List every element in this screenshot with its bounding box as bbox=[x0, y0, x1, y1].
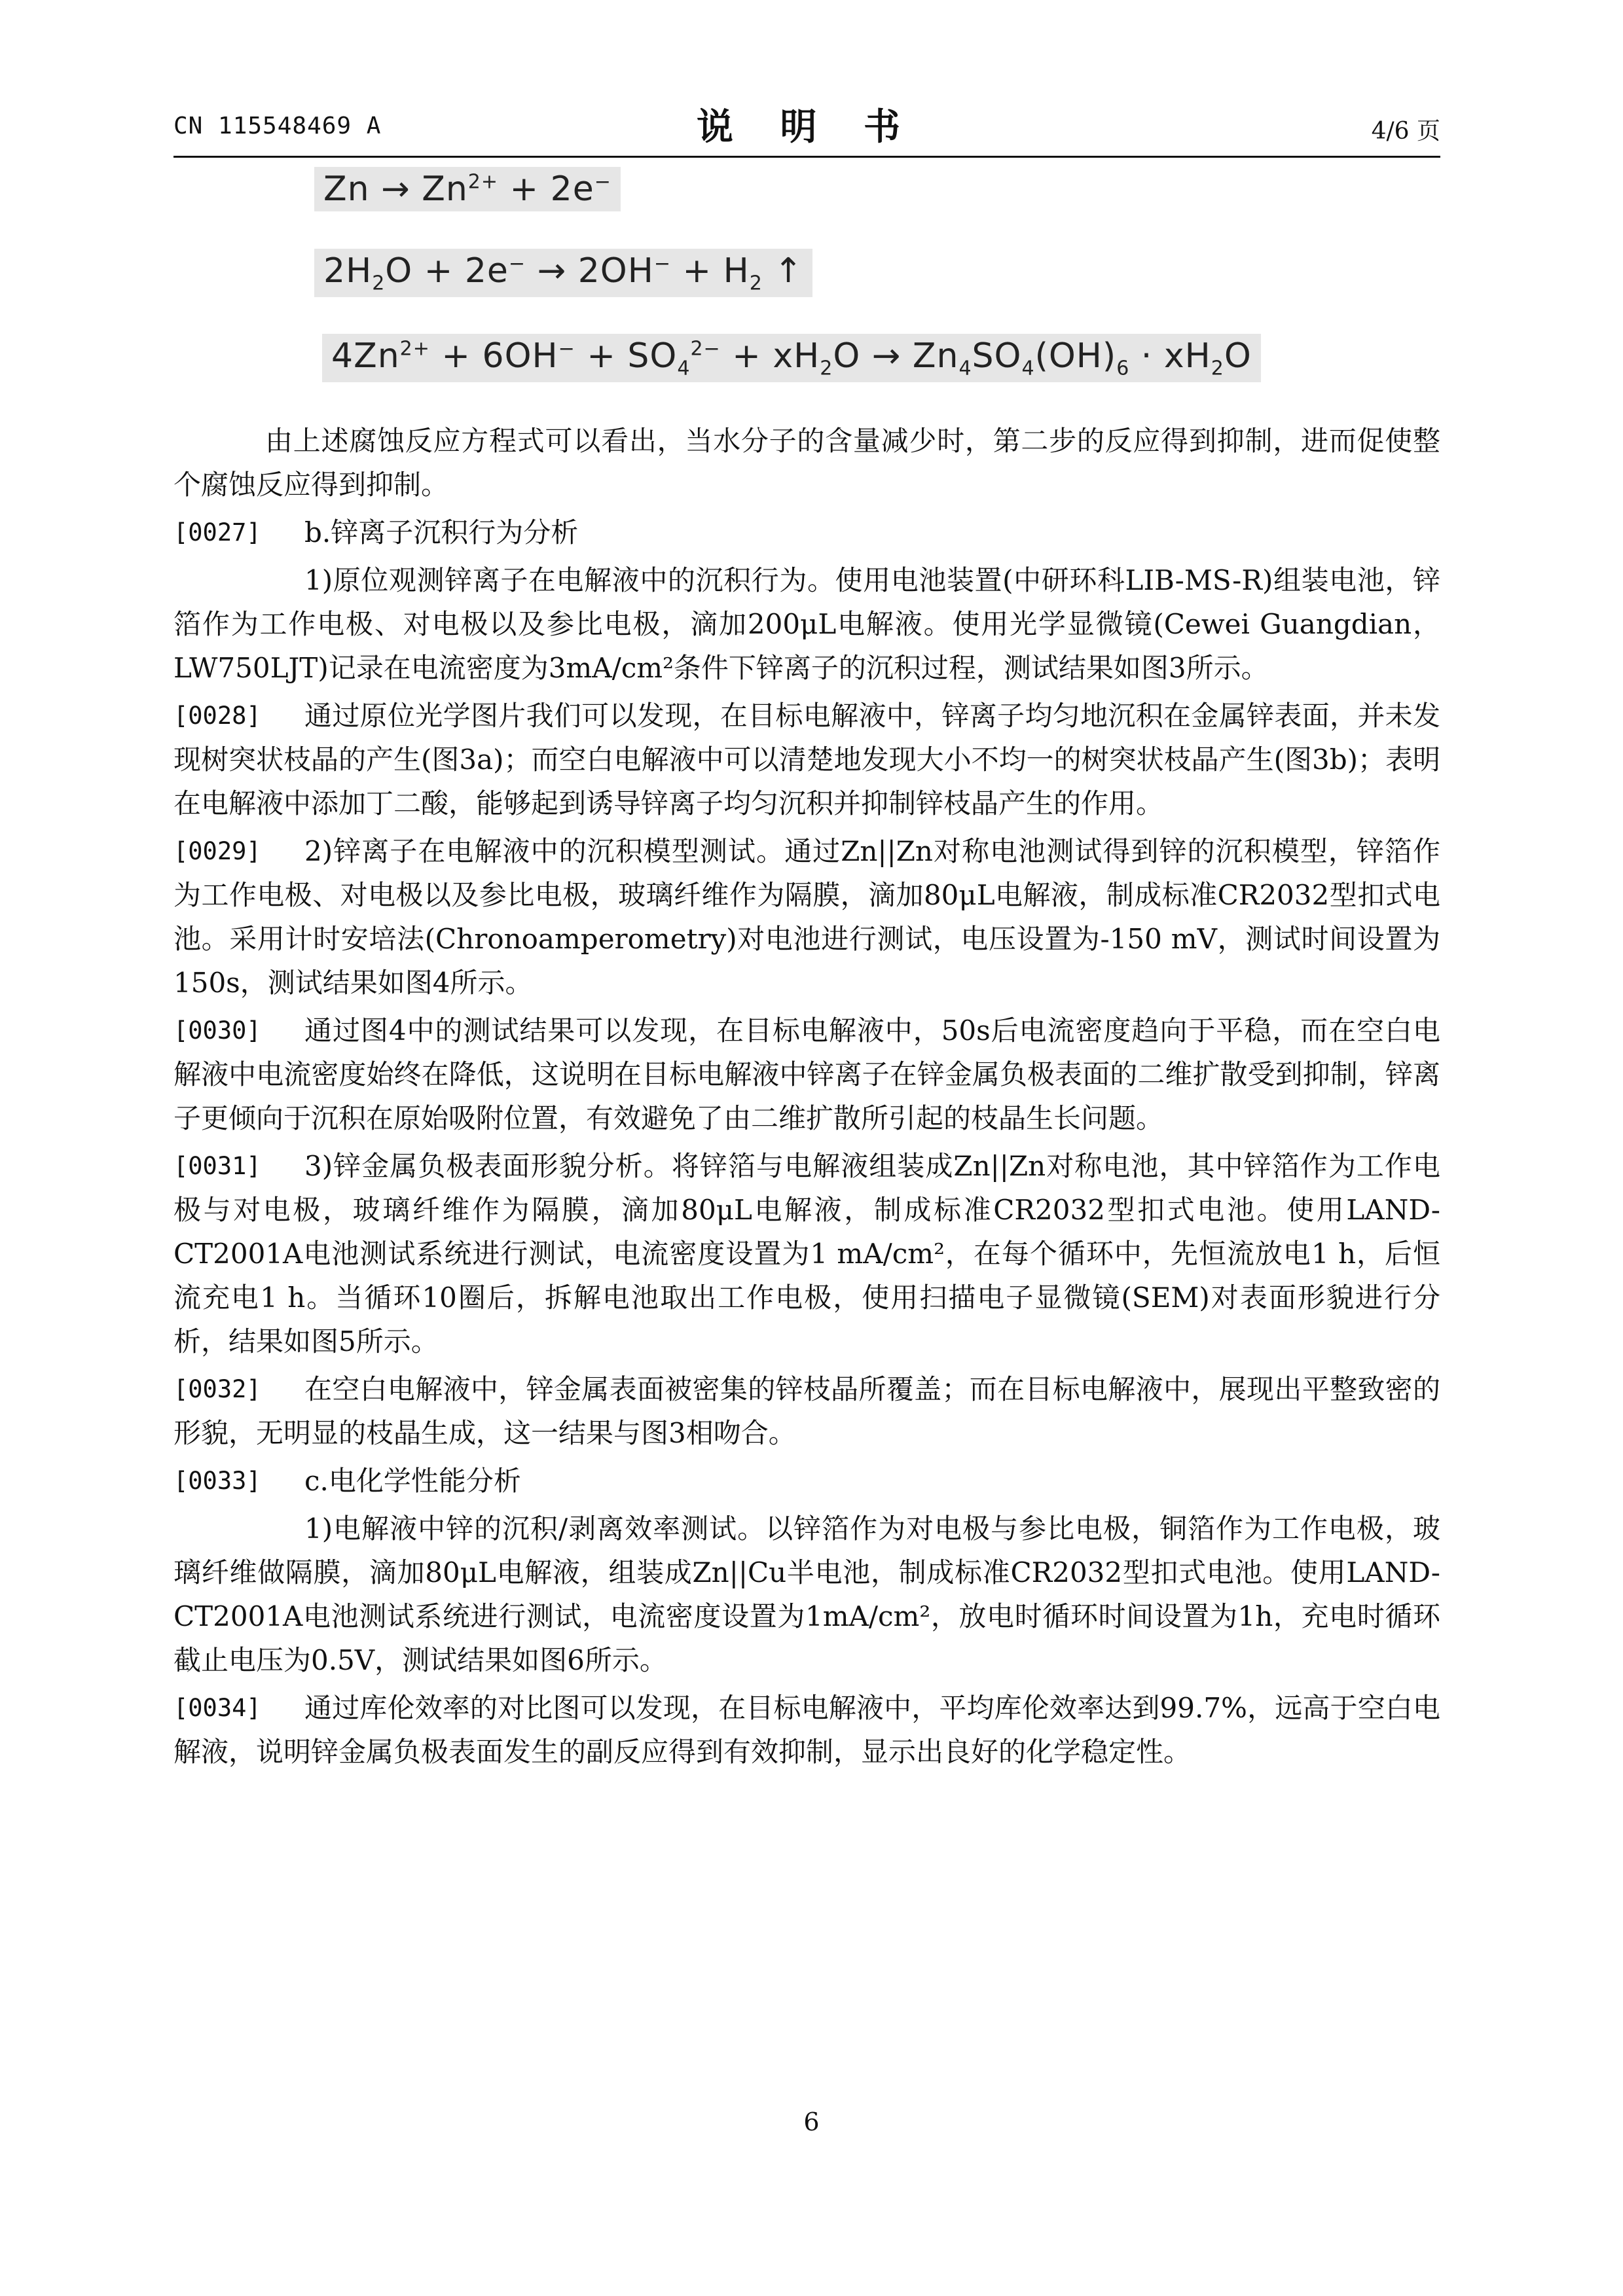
paragraph-text: 在空白电解液中，锌金属表面被密集的锌枝晶所覆盖；而在目标电解液中，展现出平整致密的形貌，无明显的枝晶生成，这一结果与图3相吻合。 bbox=[173, 1373, 1440, 1449]
paragraph-text: 由上述腐蚀反应方程式可以看出，当水分子的含量减少时，第二步的反应得到抑制，进而促使整个腐蚀反应得到抑制。 bbox=[173, 425, 1440, 501]
equation-3: $4Zn^{2+} + 6OH^- + SO_4^{2-} + xH_2O \to Zn_4SO_4(OH)_6 \cdot xH_2O$ bbox=[322, 334, 1261, 382]
paragraph-id: [0031] bbox=[173, 1152, 261, 1180]
paragraph-id: [0033] bbox=[173, 1467, 261, 1495]
paragraph-id: [0030] bbox=[173, 1016, 261, 1045]
document-title: 说 明 书 bbox=[697, 105, 917, 149]
paragraph-text: 通过原位光学图片我们可以发现，在目标电解液中，锌离子均匀地沉积在金属锌表面，并未发现树突状枝晶的产生(图3a)；而空白电解液中可以清楚地发现大小不均一的树突状枝晶产生(图3b)；表明在电解液中添加丁二酸，能够起到诱导锌离子均匀沉积并抑制锌枝晶产生的作用。 bbox=[173, 700, 1440, 819]
paragraph-id: [0027] bbox=[173, 518, 261, 547]
paragraph bbox=[173, 1009, 1440, 1140]
paragraph-id: [0034] bbox=[173, 1694, 261, 1722]
equation-2: $2H_2O + 2e^- \to 2OH^- + H_2$ ↑ bbox=[314, 249, 812, 297]
paragraph-text: b.锌离子沉积行为分析 bbox=[304, 516, 579, 548]
paragraph-text: 1)原位观测锌离子在电解液中的沉积行为。使用电池装置(中研环科LIB-MS-R)组装电池，锌箔作为工作电极、对电极以及参比电极，滴加200μL电解液。使用光学显微镜(Cewei Guangdian，LW750LJT)记录在电流密度为3mA/cm²条件下锌离子的沉积过程，测试结果如图3所示。 bbox=[173, 564, 1440, 684]
paragraph-text: 通过图4中的测试结果可以发现，在目标电解液中，50s后电流密度趋向于平稳，而在空白电解液中电流密度始终在降低，这说明在目标电解液中锌离子在锌金属负极表面的二维扩散受到抑制，锌离子更倾向于沉积在原始吸附位置，有效避免了由二维扩散所引起的枝晶生长问题。 bbox=[173, 1014, 1440, 1134]
paragraph bbox=[173, 1367, 1440, 1455]
paragraph-text: 1)电解液中锌的沉积/剥离效率测试。以锌箔作为对电极与参比电极，铜箔作为工作电极，玻璃纤维做隔膜，滴加80μL电解液，组装成Zn||Cu半电池，制成标准CR2032型扣式电池。使用LAND-CT2001A电池测试系统进行测试，电流密度设置为1mA/cm²，放电时循环时间设置为1h，充电时循环截止电压为0.5V，测试结果如图6所示。 bbox=[173, 1513, 1440, 1676]
patent-number: CN 115548469 A bbox=[173, 113, 382, 139]
paragraph bbox=[173, 1507, 1440, 1682]
paragraph bbox=[173, 419, 1440, 507]
paragraph bbox=[173, 1686, 1440, 1774]
page-header bbox=[173, 98, 1440, 151]
paragraph-id: [0032] bbox=[173, 1375, 261, 1403]
paragraph bbox=[173, 511, 1440, 554]
document-body bbox=[173, 419, 1440, 1774]
paragraph bbox=[173, 558, 1440, 690]
paragraph-id: [0029] bbox=[173, 837, 261, 865]
paragraph-text: 通过库伦效率的对比图可以发现，在目标电解液中，平均库伦效率达到99.7%，远高于空白电解液，说明锌金属负极表面发生的副反应得到有效抑制，显示出良好的化学稳定性。 bbox=[173, 1692, 1440, 1768]
paragraph bbox=[173, 1459, 1440, 1503]
paragraph-id: [0028] bbox=[173, 702, 261, 730]
page-ratio: 4/6 页 bbox=[1371, 118, 1440, 145]
paragraph bbox=[173, 694, 1440, 825]
paragraph bbox=[173, 829, 1440, 1005]
equation-1: $Zn \to Zn^{2+} + 2e^-$ bbox=[314, 167, 621, 211]
header-divider bbox=[173, 156, 1440, 158]
paragraph bbox=[173, 1144, 1440, 1363]
paragraph-text: c.电化学性能分析 bbox=[304, 1465, 521, 1497]
paragraph-text: 2)锌离子在电解液中的沉积模型测试。通过Zn||Zn对称电池测试得到锌的沉积模型，锌箔作为工作电极、对电极以及参比电极，玻璃纤维作为隔膜，滴加80μL电解液，制成标准CR2032型扣式电池。采用计时安培法(Chronoamperometry)对电池进行测试，电压设置为-150 mV，测试时间设置为150s，测试结果如图4所示。 bbox=[173, 835, 1440, 999]
page-number: 6 bbox=[803, 2108, 820, 2136]
paragraph-text: 3)锌金属负极表面形貌分析。将锌箔与电解液组装成Zn||Zn对称电池，其中锌箔作为工作电极与对电极，玻璃纤维作为隔膜，滴加80μL电解液，制成标准CR2032型扣式电池。使用LAND-CT2001A电池测试系统进行测试，电流密度设置为1 mA/cm²，在每个循环中，先恒流放电1 h，后恒流充电1 h。当循环10圈后，拆解电池取出工作电极，使用扫描电子显微镜(SEM)对表面形貌进行分析，结果如图5所示。 bbox=[173, 1150, 1440, 1357]
